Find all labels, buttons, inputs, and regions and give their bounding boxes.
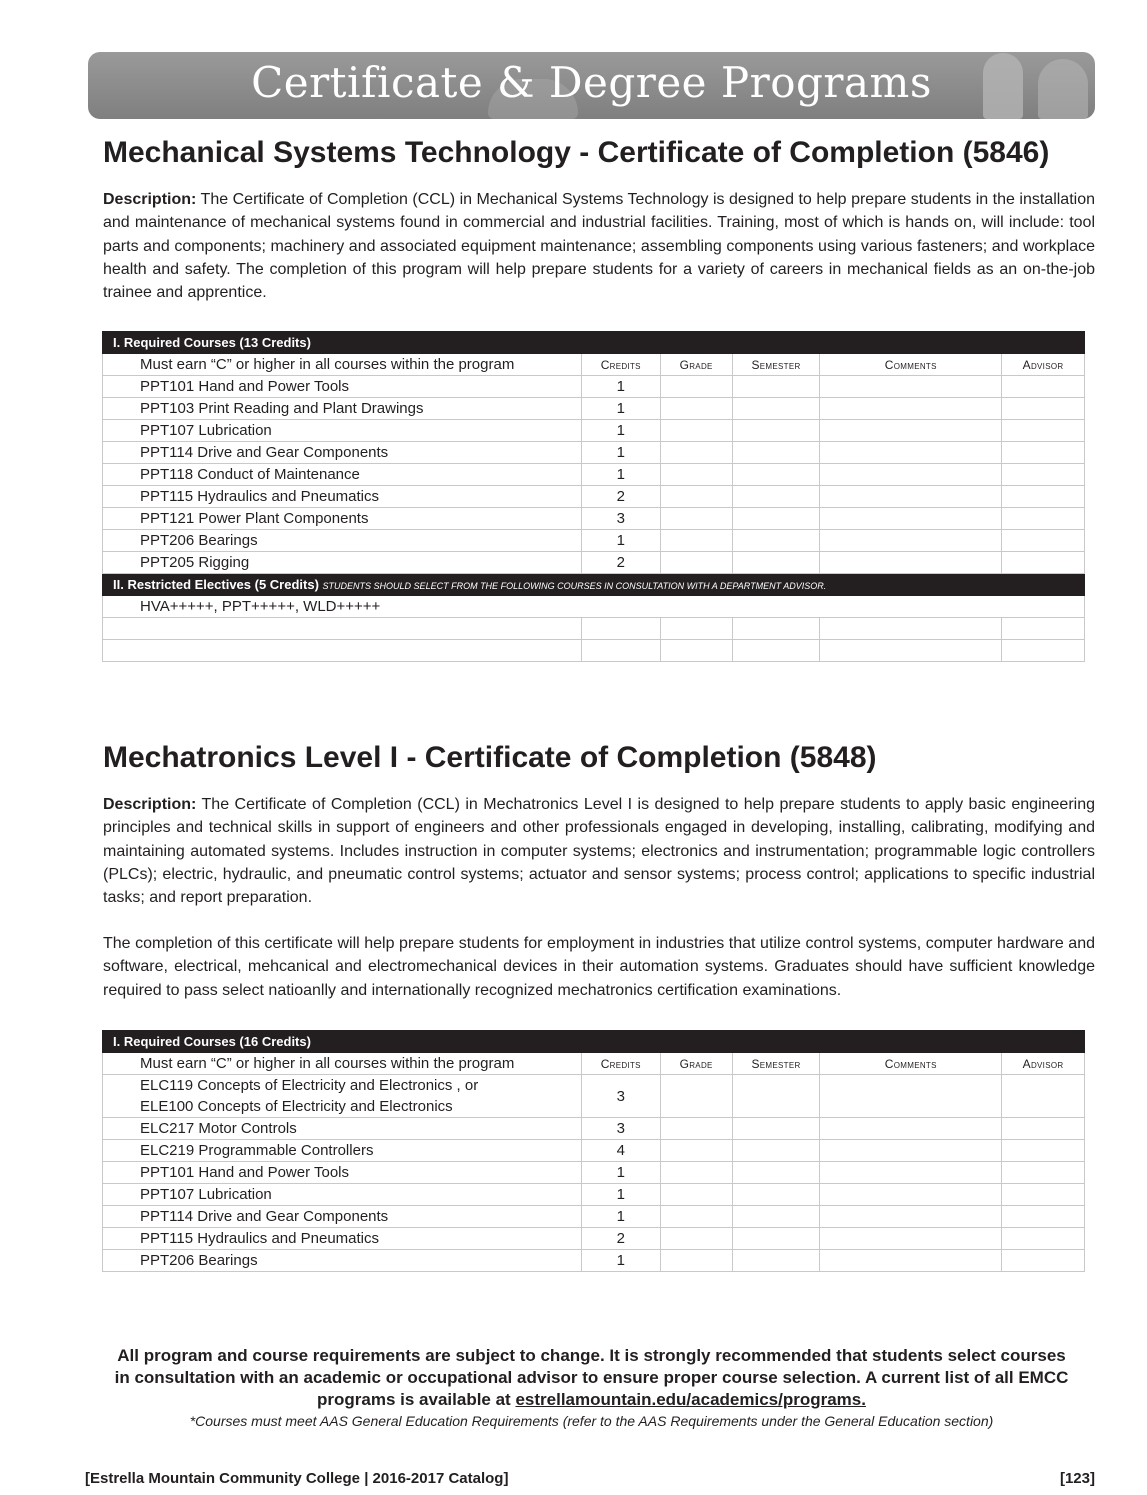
table-header-row bbox=[103, 1053, 1085, 1075]
course-name: ELC217 Motor Controls bbox=[103, 1118, 582, 1140]
course-credits: 2 bbox=[581, 1228, 660, 1250]
electives-list-row bbox=[103, 596, 1085, 618]
table-row bbox=[103, 486, 1085, 508]
required-courses-heading: I. Required Courses (16 Credits) bbox=[103, 1031, 1085, 1053]
section-description-continued: The completion of this certificate will help prepare students for employment in industries that utilize control systems, computer hardware and software, electrical, mehcanical and electromechanical devices in their automation systems. Graduates should have sufficient knowledge required to pass select natioanlly and internationally recognized mechatronics certification examinations. bbox=[103, 935, 1095, 999]
course-credits: 3 bbox=[581, 1075, 660, 1118]
course-credits: 3 bbox=[581, 508, 660, 530]
notice-line: in consultation with an academic or occupational advisor to ensure proper course selection. A current list of all EMCC bbox=[114, 1368, 1069, 1387]
course-name: ELC219 Programmable Controllers bbox=[103, 1140, 582, 1162]
notice-line: All program and course requirements are subject to change. It is strongly recommended that students select courses bbox=[117, 1346, 1066, 1365]
course-name: PPT206 Bearings bbox=[103, 530, 582, 552]
advisor-header: Advisor bbox=[1002, 354, 1085, 376]
electives-note: STUDENTS SHOULD SELECT FROM THE FOLLOWING COURSES IN CONSULTATION WITH A DEPARTMENT ADVISOR. bbox=[322, 581, 827, 591]
description-label: Description: bbox=[103, 796, 197, 813]
course-credits: 2 bbox=[581, 486, 660, 508]
course-name: PPT107 Lubrication bbox=[103, 1184, 582, 1206]
table-row bbox=[103, 1228, 1085, 1250]
table-row bbox=[103, 464, 1085, 486]
credits-header: Credits bbox=[581, 1053, 660, 1075]
comments-header: Comments bbox=[820, 354, 1002, 376]
table-row bbox=[103, 442, 1085, 464]
electives-band-label: II. Restricted Electives (5 Credits) bbox=[113, 577, 319, 592]
section-description bbox=[103, 188, 1095, 304]
section-title: Mechatronics Level I - Certificate of Completion (5848) bbox=[103, 741, 877, 774]
course-credits: 3 bbox=[581, 1118, 660, 1140]
semester-header: Semester bbox=[732, 1053, 820, 1075]
table-row bbox=[103, 1118, 1085, 1140]
section-description bbox=[103, 793, 1095, 909]
grade-header: Grade bbox=[660, 1053, 732, 1075]
course-credits: 2 bbox=[581, 552, 660, 574]
catalog-footer: [Estrella Mountain Community College | 2016-2017 Catalog] bbox=[85, 1470, 509, 1487]
course-name: PPT118 Conduct of Maintenance bbox=[103, 464, 582, 486]
restricted-electives-band bbox=[103, 574, 1085, 596]
restricted-electives-heading bbox=[103, 574, 1085, 596]
course-name: PPT101 Hand and Power Tools bbox=[103, 1162, 582, 1184]
requirement-header: Must earn “C” or higher in all courses within the program bbox=[103, 1053, 582, 1075]
requirements-table bbox=[102, 331, 1085, 662]
credits-header: Credits bbox=[581, 354, 660, 376]
page-number: [123] bbox=[1059, 1470, 1095, 1487]
table-row bbox=[103, 530, 1085, 552]
course-credits: 4 bbox=[581, 1140, 660, 1162]
programs-link[interactable]: estrellamountain.edu/academics/programs. bbox=[515, 1390, 866, 1409]
table-row bbox=[103, 1140, 1085, 1162]
course-name: PPT114 Drive and Gear Components bbox=[103, 442, 582, 464]
table-row bbox=[103, 1250, 1085, 1272]
table-row bbox=[103, 618, 1085, 640]
course-name: PPT206 Bearings bbox=[103, 1250, 582, 1272]
section-title: Mechanical Systems Technology - Certificate of Completion (5846) bbox=[103, 136, 1050, 169]
page-banner bbox=[88, 52, 1095, 119]
course-option-2: ELE100 Concepts of Electricity and Electronics bbox=[140, 1098, 453, 1115]
course-name: PPT101 Hand and Power Tools bbox=[103, 376, 582, 398]
notice-line bbox=[88, 1389, 1095, 1411]
requirements-table bbox=[102, 1030, 1085, 1272]
requirements-notice bbox=[88, 1345, 1095, 1411]
course-credits: 1 bbox=[581, 376, 660, 398]
course-name: PPT103 Print Reading and Plant Drawings bbox=[103, 398, 582, 420]
electives-list: HVA+++++, PPT+++++, WLD+++++ bbox=[103, 596, 1085, 618]
banner-title: Certificate & Degree Programs bbox=[251, 58, 932, 107]
required-courses-heading: I. Required Courses (13 Credits) bbox=[103, 332, 1085, 354]
course-credits: 1 bbox=[581, 1206, 660, 1228]
asterisk-note: *Courses must meet AAS General Education Requirements (refer to the AAS Requirements under the General Education section) bbox=[189, 1413, 994, 1429]
course-name: PPT121 Power Plant Components bbox=[103, 508, 582, 530]
course-credits: 1 bbox=[581, 464, 660, 486]
semester-header: Semester bbox=[732, 354, 820, 376]
description-label: Description: bbox=[103, 191, 197, 208]
course-option-1: ELC119 Concepts of Electricity and Electronics , or bbox=[140, 1077, 479, 1094]
table-row bbox=[103, 1075, 1085, 1118]
table-header-row bbox=[103, 354, 1085, 376]
table-row bbox=[103, 1206, 1085, 1228]
description-text: The Certificate of Completion (CCL) in Mechatronics Level I is designed to help prepare students to apply basic engineering principles and technical skills in support of engineers and other professionals engaged in developing, installing, calibrating, modifying and maintaining automated systems. Includes instruction in computer systems; electronics and instrumentation; programmable logic controllers (PLCs); electric, hydraulic, and pneumatic control systems; actuator and sensor systems; process control; applications to specific industrial tasks; and report preparation. bbox=[103, 796, 1095, 907]
required-courses-band bbox=[103, 332, 1085, 354]
course-credits: 1 bbox=[581, 442, 660, 464]
course-credits: 1 bbox=[581, 398, 660, 420]
course-credits: 1 bbox=[581, 1250, 660, 1272]
advisor-header: Advisor bbox=[1002, 1053, 1085, 1075]
grade-header: Grade bbox=[660, 354, 732, 376]
course-name bbox=[103, 1075, 582, 1118]
course-credits: 1 bbox=[581, 1184, 660, 1206]
table-row bbox=[103, 420, 1085, 442]
table-row bbox=[103, 1162, 1085, 1184]
course-name: PPT107 Lubrication bbox=[103, 420, 582, 442]
course-credits: 1 bbox=[581, 1162, 660, 1184]
course-name: PPT115 Hydraulics and Pneumatics bbox=[103, 1228, 582, 1250]
comments-header: Comments bbox=[820, 1053, 1002, 1075]
requirement-header: Must earn “C” or higher in all courses within the program bbox=[103, 354, 582, 376]
course-credits: 1 bbox=[581, 530, 660, 552]
course-name: PPT114 Drive and Gear Components bbox=[103, 1206, 582, 1228]
table-row bbox=[103, 1184, 1085, 1206]
course-name: PPT115 Hydraulics and Pneumatics bbox=[103, 486, 582, 508]
required-courses-band bbox=[103, 1031, 1085, 1053]
table-row bbox=[103, 508, 1085, 530]
table-row bbox=[103, 376, 1085, 398]
course-credits: 1 bbox=[581, 420, 660, 442]
notice-line-text: programs is available at bbox=[317, 1390, 511, 1409]
description-text: The Certificate of Completion (CCL) in Mechanical Systems Technology is designed to help prepare students in the installation and maintenance of mechanical systems found in commercial and industrial facilities. Training, most of which is hands on, will include: tool parts and components; machinery and associated equipment maintenance; assembling components using various fasteners; and workplace health and safety. The completion of this program will help prepare students for a variety of careers in mechanical fields as an on-the-job trainee and apprentice. bbox=[103, 191, 1095, 302]
course-name: PPT205 Rigging bbox=[103, 552, 582, 574]
table-row bbox=[103, 398, 1085, 420]
table-row bbox=[103, 640, 1085, 662]
table-row bbox=[103, 552, 1085, 574]
